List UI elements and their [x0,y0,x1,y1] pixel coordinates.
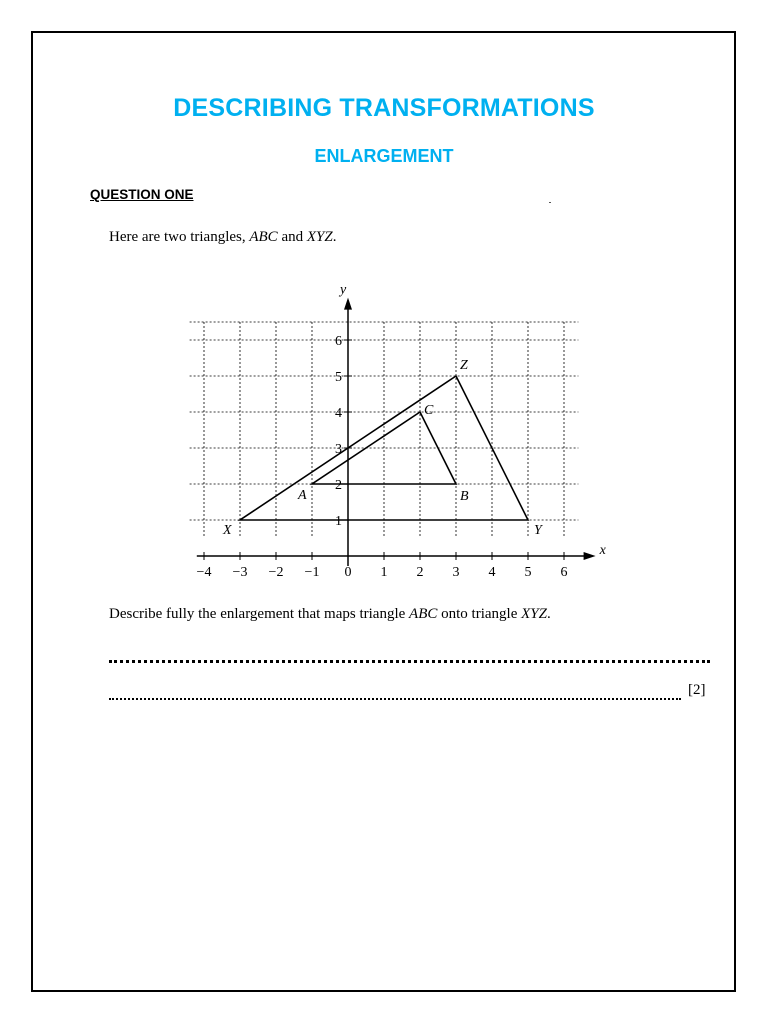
prompt-triangle-xyz: XYZ [521,606,547,622]
y-tick-label: 3 [335,442,342,457]
page-subtitle: ENLARGEMENT [314,146,454,166]
x-tick-label: −2 [268,565,284,580]
answer-line-2[interactable] [109,698,681,700]
prompt-triangle-abc: ABC [409,606,438,622]
page-title: DESCRIBING TRANSFORMATIONS [173,94,595,122]
x-tick-label: −1 [304,565,320,580]
x-tick-label: 3 [452,565,460,580]
coordinate-grid [185,268,605,580]
intro-suffix: . [332,229,337,245]
tick-labels [197,283,607,580]
y-axis-arrow [344,298,352,310]
x-tick-label: −4 [196,565,212,580]
x-tick-label: 5 [524,565,532,580]
y-tick-label: 4 [335,406,342,421]
marks-label: [2] [688,682,706,698]
y-tick-label: 5 [335,370,342,385]
vertex-label-c: C [424,403,434,418]
x-tick-label: 1 [380,565,388,580]
x-tick-label: 4 [488,565,496,580]
intro-text [109,229,336,246]
x-tick-label: −3 [232,565,248,580]
x-tick-label: 2 [416,565,424,580]
vertex-label-x: X [223,523,232,538]
answer-line-1[interactable] [109,660,710,663]
x-axis-label: x [599,543,606,558]
y-axis-label: y [340,282,347,298]
intro-mid: and [277,229,307,245]
x-tick-label: 0 [344,565,352,580]
vertex-label-y: Y [534,523,542,538]
stray-dot [549,202,551,203]
vertex-label-z: Z [460,358,468,373]
vertex-label-b: B [460,489,469,504]
vertex-label-a: A [298,488,307,503]
prompt-mid: onto triangle [437,606,522,622]
y-tick-label: 1 [335,514,342,529]
question-heading: QUESTION ONE [90,187,194,202]
x-tick-label: 6 [560,565,568,580]
intro-triangle-xyz: XYZ [306,229,333,245]
intro-triangle-abc: ABC [249,229,278,245]
intro-prefix: Here are two triangles, [109,229,250,245]
x-axis-arrow [584,552,596,560]
y-tick-label: 6 [335,334,342,349]
prompt-suffix: . [546,606,551,622]
question-prompt [109,606,551,623]
y-tick-label: 2 [335,478,342,493]
prompt-prefix: Describe fully the enlargement that maps triangle [109,606,410,622]
